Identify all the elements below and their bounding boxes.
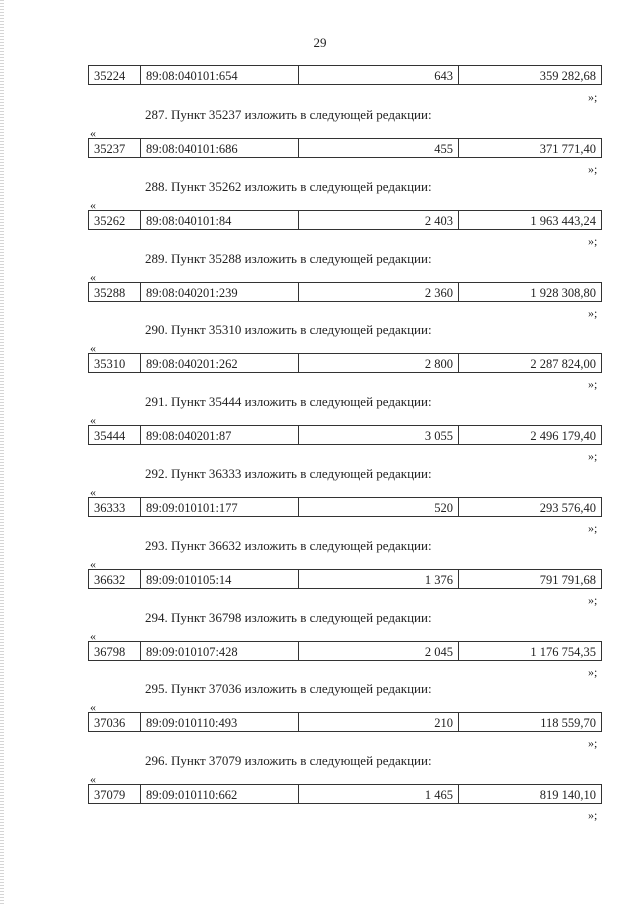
cost-value: 1 963 443,24: [530, 214, 596, 228]
scan-edge: [0, 0, 4, 905]
table-row: [88, 353, 602, 373]
cadastral-number: 89:08:040201:87: [141, 426, 299, 444]
amendment-heading: 288. Пункт 35262 изложить в следующей редакции:: [145, 179, 432, 194]
table-row: [88, 641, 602, 661]
item-number: 35237: [89, 139, 141, 157]
cost-value: 293 576,40: [539, 501, 596, 515]
table-row: [88, 65, 602, 85]
area-value: 2 360: [299, 283, 459, 301]
cost-value: 359 282,68: [539, 69, 596, 83]
cost-value: 371 771,40: [539, 142, 596, 156]
item-number: 35262: [89, 211, 141, 229]
opening-quote: «: [90, 557, 96, 571]
area-value: 520: [299, 498, 459, 516]
table-row: [88, 569, 602, 589]
area-value: 1 465: [299, 785, 459, 803]
amendment-heading: 292. Пункт 36333 изложить в следующей редакции:: [145, 466, 432, 481]
closing-quote: »;: [588, 736, 598, 750]
cost-value: 118 559,70: [540, 716, 596, 730]
area-value: 643: [299, 66, 459, 84]
amendment-heading: 289. Пункт 35288 изложить в следующей редакции:: [145, 251, 432, 266]
closing-quote: »;: [588, 162, 598, 176]
amendment-heading: 291. Пункт 35444 изложить в следующей редакции:: [145, 394, 432, 409]
area-value: 2 800: [299, 354, 459, 372]
opening-quote: «: [90, 772, 96, 786]
page-number: 29: [313, 35, 327, 50]
table-row: [88, 784, 602, 804]
area-value: 2 045: [299, 642, 459, 660]
area-value: 210: [299, 713, 459, 731]
opening-quote: «: [90, 270, 96, 284]
amendment-heading: 295. Пункт 37036 изложить в следующей редакции:: [145, 681, 432, 696]
cadastral-number: 89:08:040101:84: [141, 211, 299, 229]
closing-quote: »;: [588, 234, 598, 248]
amendment-heading: 293. Пункт 36632 изложить в следующей редакции:: [145, 538, 432, 553]
item-number: 36798: [89, 642, 141, 660]
closing-quote: »;: [588, 665, 598, 679]
item-number: 35310: [89, 354, 141, 372]
closing-quote: »;: [588, 90, 598, 104]
area-value: 2 403: [299, 211, 459, 229]
cost-value: 2 496 179,40: [530, 429, 596, 443]
closing-quote: »;: [588, 377, 598, 391]
cadastral-number: 89:09:010101:177: [141, 498, 299, 516]
opening-quote: «: [90, 485, 96, 499]
cadastral-number: 89:09:010107:428: [141, 642, 299, 660]
opening-quote: «: [90, 341, 96, 355]
table-row: [88, 282, 602, 302]
opening-quote: «: [90, 126, 96, 140]
area-value: 3 055: [299, 426, 459, 444]
opening-quote: «: [90, 198, 96, 212]
table-row: [88, 425, 602, 445]
opening-quote: «: [90, 629, 96, 643]
table-row: [88, 138, 602, 158]
opening-quote: «: [90, 700, 96, 714]
amendment-heading: 287. Пункт 35237 изложить в следующей редакции:: [145, 107, 432, 122]
item-number: 36333: [89, 498, 141, 516]
closing-quote: »;: [588, 808, 598, 822]
cost-value: 791 791,68: [539, 573, 596, 587]
amendment-heading: 294. Пункт 36798 изложить в следующей редакции:: [145, 610, 432, 625]
cost-value: 1 928 308,80: [530, 286, 596, 300]
cost-value: 819 140,10: [539, 788, 596, 802]
item-number: 37079: [89, 785, 141, 803]
cadastral-number: 89:09:010110:493: [141, 713, 299, 731]
area-value: 455: [299, 139, 459, 157]
cadastral-number: 89:08:040201:262: [141, 354, 299, 372]
closing-quote: »;: [588, 521, 598, 535]
cadastral-number: 89:08:040101:654: [141, 66, 299, 84]
item-number: 35444: [89, 426, 141, 444]
item-number: 36632: [89, 570, 141, 588]
amendment-heading: 296. Пункт 37079 изложить в следующей редакции:: [145, 753, 432, 768]
table-row: [88, 712, 602, 732]
amendment-heading: 290. Пункт 35310 изложить в следующей редакции:: [145, 322, 432, 337]
item-number: 35224: [89, 66, 141, 84]
item-number: 35288: [89, 283, 141, 301]
cost-value: 1 176 754,35: [530, 645, 596, 659]
closing-quote: »;: [588, 593, 598, 607]
item-number: 37036: [89, 713, 141, 731]
cadastral-number: 89:09:010110:662: [141, 785, 299, 803]
closing-quote: »;: [588, 306, 598, 320]
closing-quote: »;: [588, 449, 598, 463]
cadastral-number: 89:08:040101:686: [141, 139, 299, 157]
cadastral-number: 89:09:010105:14: [141, 570, 299, 588]
opening-quote: «: [90, 413, 96, 427]
area-value: 1 376: [299, 570, 459, 588]
cost-value: 2 287 824,00: [530, 357, 596, 371]
table-row: [88, 497, 602, 517]
table-row: [88, 210, 602, 230]
cadastral-number: 89:08:040201:239: [141, 283, 299, 301]
